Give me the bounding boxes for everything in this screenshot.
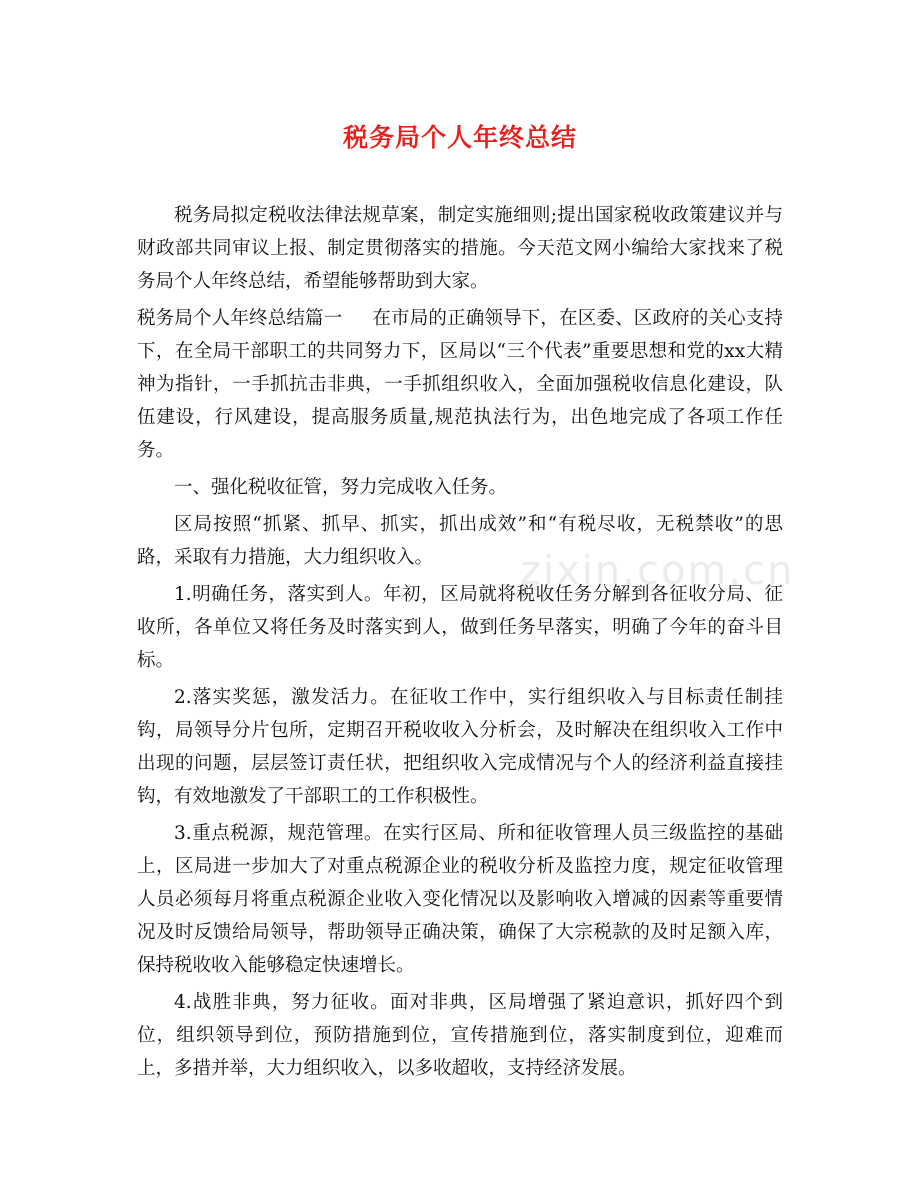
watermark-text: zixin.com.cn bbox=[520, 548, 795, 594]
paragraph-1: 区局按照“抓紧、抓早、抓实，抓出成效”和“有税尽收，无税禁收”的思路，采取有力措施，大力组织收入。 bbox=[137, 514, 783, 568]
section-paragraph bbox=[137, 302, 783, 467]
paragraph-2: 1.明确任务，落实到人。年初，区局就将税收任务分解到各征收分局、征收所，各单位又将任务及时落实到人，做到任务早落实，明确了今年的奋斗目标。 bbox=[137, 584, 783, 671]
paragraph-5: 4.战胜非典，努力征收。面对非典，区局增强了紧迫意识，抓好四个到位，组织领导到位，预防措施到位，宣传措施到位，落实制度到位，迎难而上，多措并举，大力组织收入，以多收超收，支持经济发展。 bbox=[137, 992, 783, 1079]
document-body bbox=[137, 199, 783, 1089]
document-title: 税务局个人年终总结 bbox=[342, 123, 577, 152]
paragraph-3: 2.落实奖惩，激发活力。在征收工作中，实行组织收入与目标责任制挂钩，局领导分片包所，定期召开税收收入分析会，及时解决在组织收入工作中出现的问题，层层签订责任状，把组织收入完成情况与个人的经济利益直接挂钩，有效地激发了干部职工的工作积极性。 bbox=[137, 687, 783, 807]
section-label: 税务局个人年终总结篇一 bbox=[137, 308, 343, 329]
intro-paragraph: 税务局拟定税收法律法规草案，制定实施细则;提出国家税收政策建议并与财政部共同审议上报、制定贯彻落实的措施。今天范文网小编给大家找来了税务局个人年终总结，希望能够帮助到大家。 bbox=[137, 205, 783, 292]
paragraph-4: 3.重点税源，规范管理。在实行区局、所和征收管理人员三级监控的基础上，区局进一步加大了对重点税源企业的税收分析及监控力度，规定征收管理人员必须每月将重点税源企业收入变化情况以及影响收入增减的因素等重要情况及时反馈给局领导，帮助领导正确决策，确保了大宗税款的及时足额入库，保持税收收入能够稳定快速增长。 bbox=[137, 823, 783, 976]
section-text: 在市局的正确领导下，在区委、区政府的关心支持下，在全局干部职工的共同努力下，区局以“三个代表”重要思想和党的xx大精神为指针，一手抓抗击非典，一手抓组织收入，全面加强税收信息化建设，队伍建设，行风建设，提高服务质量,规范执法行为，出色地完成了各项工作任务。 bbox=[137, 308, 783, 461]
section-heading-1: 一、强化税收征管，努力完成收入任务。 bbox=[174, 477, 508, 498]
